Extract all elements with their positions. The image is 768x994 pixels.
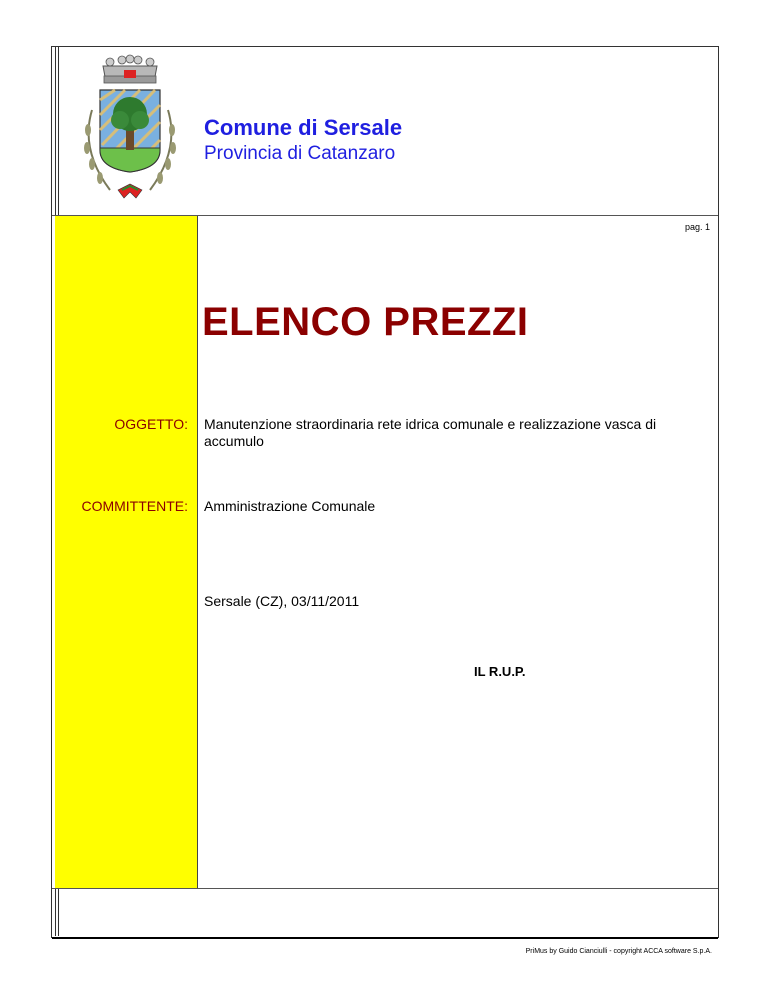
province-name: Provincia di Catanzaro	[204, 143, 396, 164]
place-date: Sersale (CZ), 03/11/2011	[204, 593, 360, 609]
label-column	[55, 216, 198, 888]
page-number: pag. 1	[684, 222, 710, 232]
coat-of-arms-logo	[70, 50, 190, 210]
footer-credit: PriMus by Guido Cianciulli - copyright ACCA software S.p.A.	[525, 948, 712, 955]
client-value: Amministrazione Comunale	[204, 498, 376, 514]
client-label: COMMITTENTE:	[81, 498, 188, 514]
subject-value: Manutenzione straordinaria rete idrica comunale e realizzazione vasca di accumulo	[204, 416, 657, 449]
subject-label: OGGETTO:	[114, 416, 188, 432]
municipality-name: Comune di Sersale	[204, 115, 403, 140]
crown-icon	[103, 55, 157, 83]
ribbon-icon	[118, 184, 142, 198]
signature-label: IL R.U.P.	[474, 664, 526, 679]
document-title: ELENCO PREZZI	[202, 300, 529, 344]
footer-divider	[52, 888, 718, 889]
